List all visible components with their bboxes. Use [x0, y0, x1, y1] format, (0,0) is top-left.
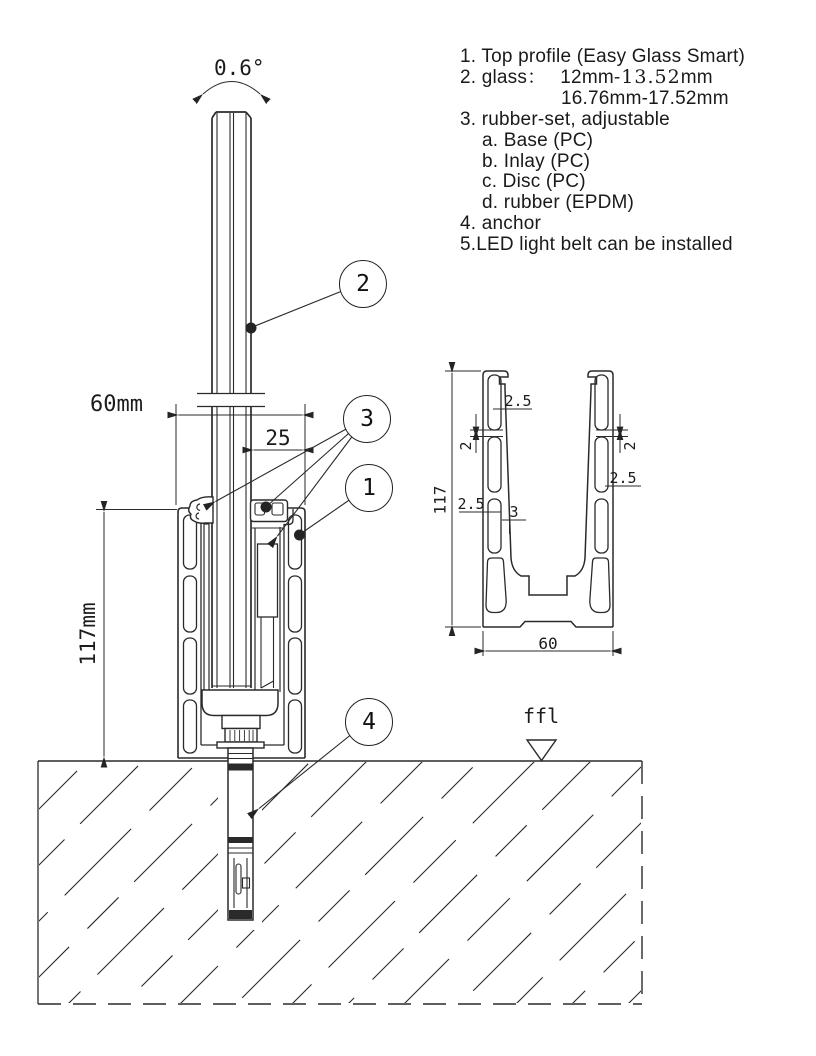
- note-line-2: [460, 67, 713, 88]
- detail-dim-web-right-label: 2: [621, 441, 639, 451]
- angle-arc: [203, 82, 260, 95]
- note-line-1: 1. Top profile (Easy Glass Smart): [460, 46, 746, 67]
- note-line-6: b. Inlay (PC): [482, 151, 591, 172]
- detail-dim-wall-top-left-label: 2.5: [504, 392, 532, 410]
- callout-balloon-glass: 2: [339, 260, 387, 308]
- dim-angle-label: 0.6°: [214, 56, 265, 80]
- flange-washer: [217, 742, 264, 748]
- dim-height-label: 117mm: [76, 602, 100, 666]
- note-line-4: 3. rubber-set, adjustable: [460, 109, 670, 130]
- detail-wall-slots: [486, 375, 610, 613]
- note-line-2-value2: -13.52: [613, 66, 681, 88]
- dim-glass-inset-label: 25: [265, 426, 291, 450]
- note-line-7: c. Disc (PC): [482, 171, 586, 192]
- note-line-2-label: 2. glass：: [460, 67, 547, 88]
- floor-level-triangle: [527, 740, 556, 761]
- callout-balloon-anchor: 4: [345, 698, 393, 746]
- detail-dim-web-left-label: 2: [457, 441, 475, 451]
- leader-dot-profile: [294, 530, 305, 541]
- detail-dim-wall-mid-left-label: 2.5: [457, 495, 485, 513]
- profile-left-outer: [178, 508, 196, 758]
- note-line-5: a. Base (PC): [482, 130, 594, 151]
- concrete-foundation: [0, 754, 816, 1012]
- floor-level-label: ffl: [523, 704, 560, 728]
- detail-dim-width-label: 60: [538, 634, 558, 653]
- note-line-2-value1: 12mm: [560, 67, 614, 88]
- leader-dot-glass: [246, 323, 257, 334]
- detail-dim-height-label: 117: [430, 485, 450, 515]
- note-line-10: 5.LED light belt can be installed: [460, 234, 733, 255]
- detail-dim-wall-right-label: 2.5: [609, 469, 637, 487]
- profile-shoe: [202, 690, 278, 716]
- note-line-2-value3: mm: [680, 67, 713, 88]
- rubber-wedge-gasket: [189, 497, 213, 523]
- note-line-9: 4. anchor: [460, 213, 542, 234]
- detail-dimension-lines: [445, 371, 641, 656]
- callout-balloon-top-profile: 1: [345, 464, 393, 512]
- leader-dot-disc: [261, 502, 272, 513]
- shoe-and-fixing: [202, 690, 278, 748]
- note-line-3: 16.76mm-17.52mm: [561, 88, 729, 109]
- rubber-set-parts: [189, 497, 288, 692]
- detail-profile-base-edge: [483, 622, 613, 628]
- callout-balloon-rubber-set: 3: [343, 395, 391, 443]
- concrete-hatch: [0, 754, 816, 1012]
- washer: [222, 716, 260, 729]
- note-line-8: d. rubber (EPDM): [482, 192, 635, 213]
- dim-width-label: 60mm: [90, 392, 143, 417]
- detail-dim-rib-label: 3: [509, 503, 519, 521]
- anchor-bolt: [228, 748, 253, 920]
